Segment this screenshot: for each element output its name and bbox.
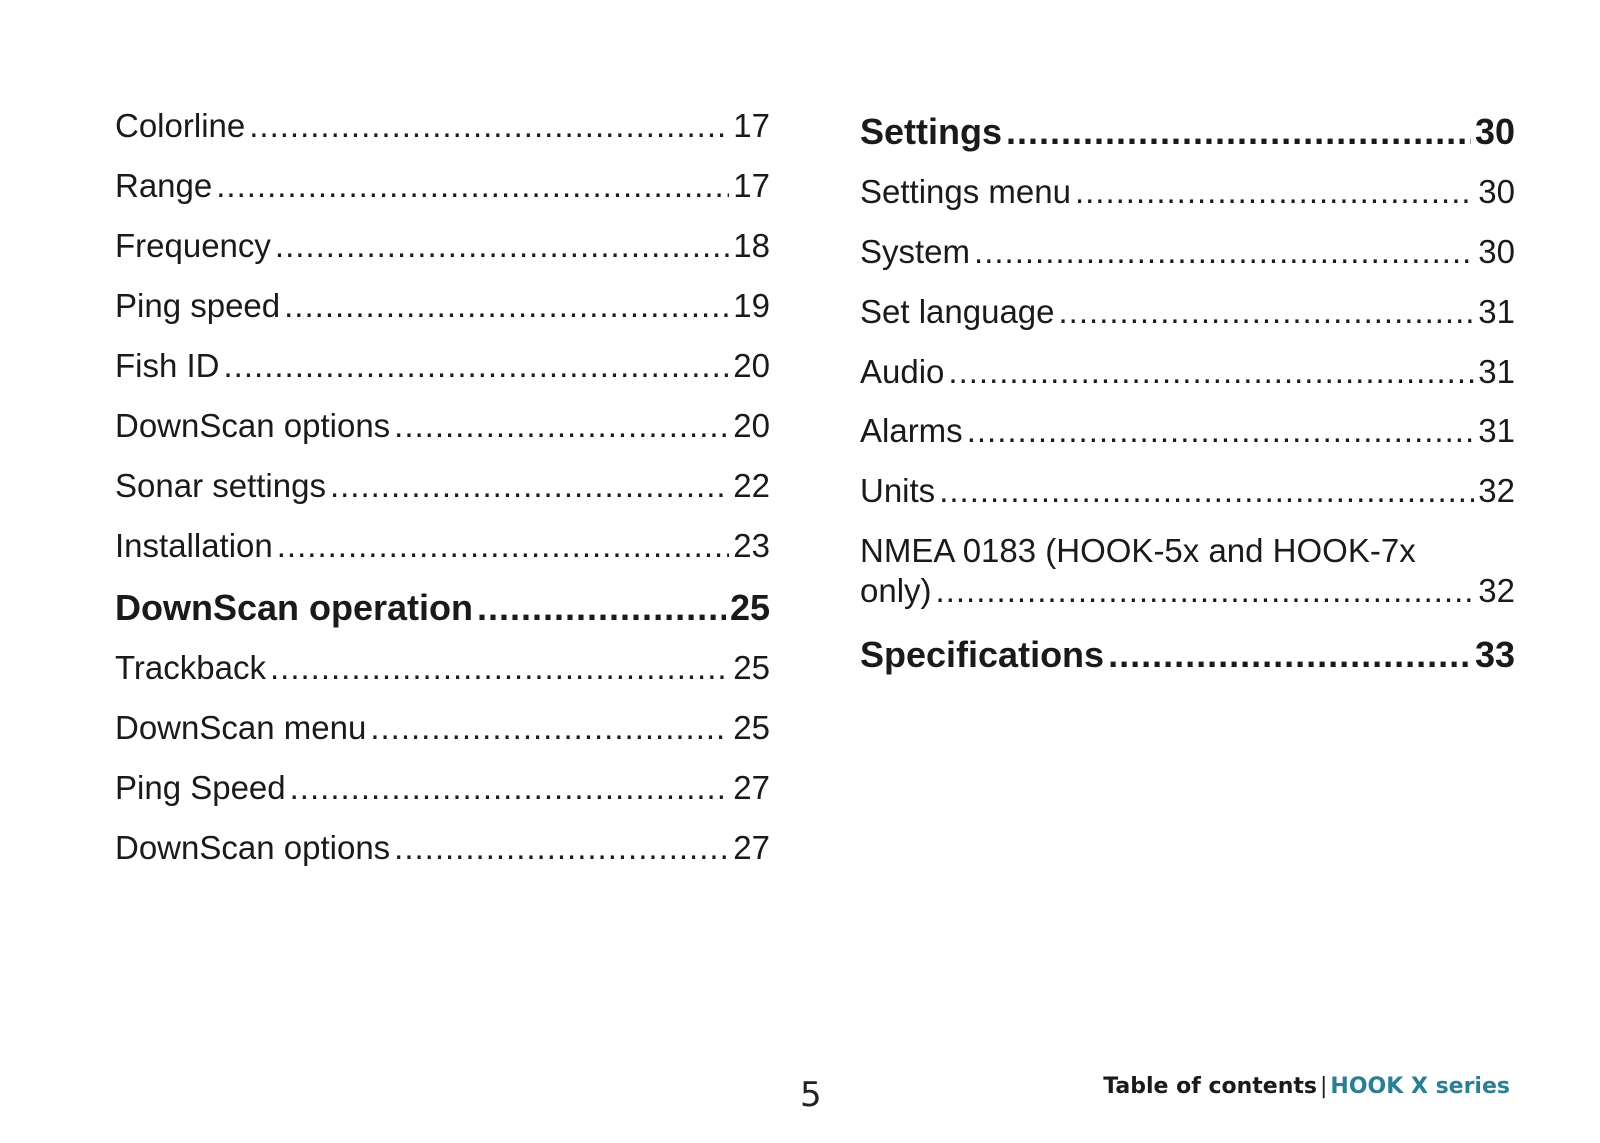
toc-entry[interactable]: DownScan options ..... 27 xyxy=(115,828,770,868)
dot-leader xyxy=(277,526,730,566)
toc-section-heading[interactable]: Specifications ..... 33 xyxy=(860,635,1515,675)
toc-entry[interactable]: Installation ..... 23 xyxy=(115,526,770,566)
dot-leader xyxy=(270,648,729,688)
toc-entry[interactable]: Set language ..... 31 xyxy=(860,292,1515,332)
footer-series: HOOK X series xyxy=(1330,1074,1510,1099)
toc-section-heading[interactable]: Settings ..... 30 xyxy=(860,112,1515,152)
dot-leader xyxy=(249,106,729,146)
toc-entry[interactable]: Range ..... 17 xyxy=(115,166,770,206)
toc-entry-title-line1: NMEA 0183 (HOOK-5x and HOOK-7x xyxy=(860,532,1416,569)
toc-entry[interactable]: Ping Speed ..... 27 xyxy=(115,768,770,808)
toc-entry[interactable]: Colorline ..... 17 xyxy=(115,106,770,146)
dot-leader xyxy=(967,411,1475,451)
dot-leader xyxy=(275,226,729,266)
toc-section-heading[interactable]: DownScan operation ..... 25 xyxy=(115,588,770,628)
dot-leader xyxy=(477,588,726,628)
footer-section: Table of contents xyxy=(1103,1074,1317,1099)
dot-leader xyxy=(948,352,1474,392)
dot-leader xyxy=(284,286,729,326)
toc-entry[interactable]: Ping speed ..... 19 xyxy=(115,286,770,326)
dot-leader xyxy=(394,406,729,446)
toc-entry[interactable]: Trackback ..... 25 xyxy=(115,648,770,688)
toc-entry[interactable]: DownScan menu ..... 25 xyxy=(115,708,770,748)
dot-leader xyxy=(1006,112,1471,152)
dot-leader xyxy=(394,828,729,868)
dot-leader xyxy=(1108,635,1471,675)
running-footer xyxy=(1103,1074,1510,1099)
dot-leader xyxy=(290,768,730,808)
toc-entry[interactable]: NMEA 0183 (HOOK-5x and HOOK-7x only) ..... 32 xyxy=(860,531,1515,611)
toc-entry[interactable]: Units ..... 32 xyxy=(860,471,1515,511)
dot-leader xyxy=(370,708,729,748)
toc-entry[interactable]: Audio ..... 31 xyxy=(860,352,1515,392)
toc-entry[interactable]: DownScan options ..... 20 xyxy=(115,406,770,446)
dot-leader xyxy=(936,571,1475,611)
dot-leader xyxy=(330,466,729,506)
page-number: 5 xyxy=(800,1075,822,1115)
toc-entry[interactable]: Frequency ..... 18 xyxy=(115,226,770,266)
toc-entry[interactable]: Settings menu ..... 30 xyxy=(860,172,1515,212)
footer-separator: | xyxy=(1320,1074,1328,1099)
toc-entry[interactable]: Sonar settings ..... 22 xyxy=(115,466,770,506)
dot-leader xyxy=(224,346,730,386)
toc-entry[interactable]: System ..... 30 xyxy=(860,232,1515,272)
dot-leader xyxy=(939,471,1474,511)
toc-entry[interactable]: Alarms ..... 31 xyxy=(860,411,1515,451)
dot-leader xyxy=(216,166,729,206)
dot-leader xyxy=(974,232,1474,272)
dot-leader xyxy=(1059,292,1475,332)
toc-entry[interactable]: Fish ID ..... 20 xyxy=(115,346,770,386)
dot-leader xyxy=(1075,172,1474,212)
